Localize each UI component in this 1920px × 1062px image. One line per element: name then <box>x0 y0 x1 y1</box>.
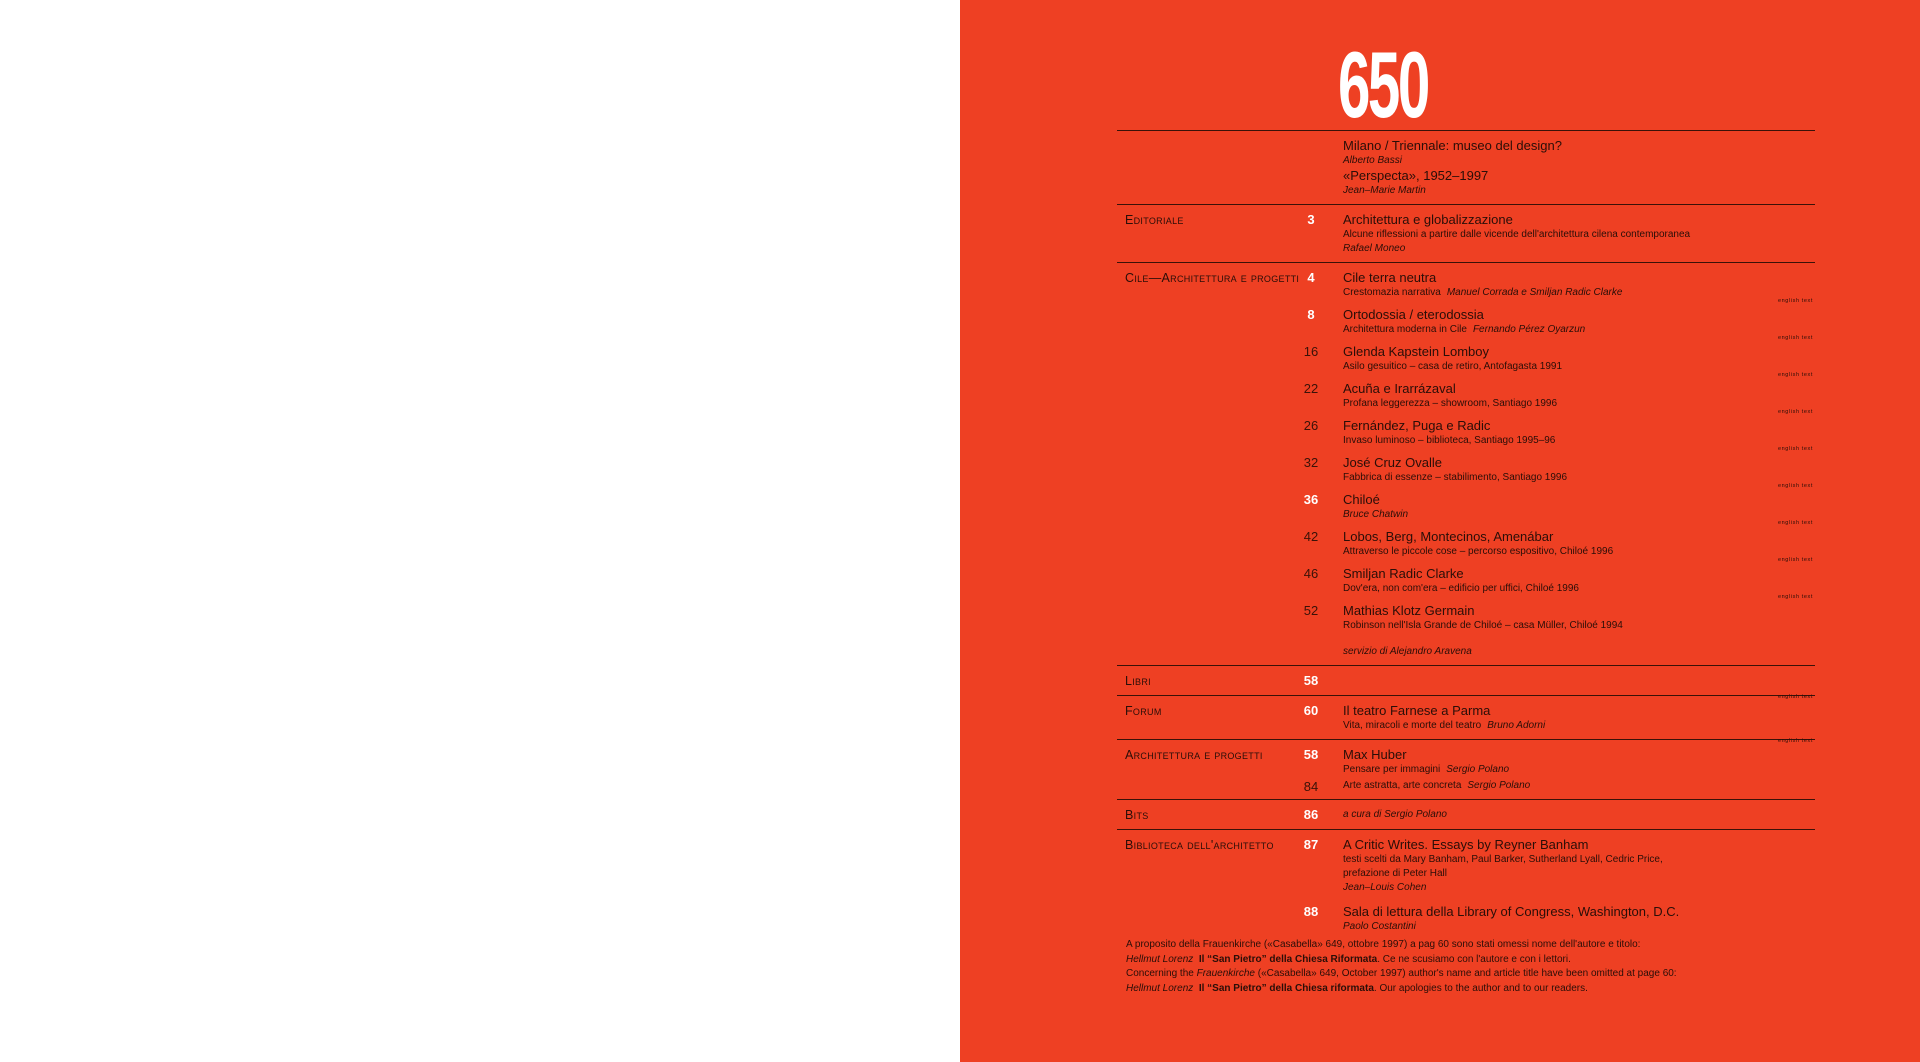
section-title: Libri <box>1125 674 1151 688</box>
errata-line: A proposito della Frauenkirche («Casabella» 649, ottobre 1997) a pag 60 sono stati omessi nome dell'autore e titolo: <box>1126 939 1641 950</box>
english-text-label: english text <box>1777 738 1813 744</box>
entry-subtitle: Dov'era, non com'era – edificio per uffici, Chiloé 1996 <box>1343 583 1579 594</box>
entry-author: Jean–Louis Cohen <box>1343 882 1427 893</box>
list-item[interactable] <box>1117 557 1815 596</box>
entry-note: a cura di Sergio Polano <box>1343 809 1447 820</box>
section-forum <box>1117 695 1815 739</box>
page-number: 88 <box>1303 904 1319 919</box>
english-text-label: english text <box>1777 372 1813 378</box>
entry-title: Glenda Kapstein Lomboy <box>1343 344 1489 359</box>
list-item[interactable] <box>1117 298 1815 337</box>
list-item[interactable] <box>1117 372 1815 411</box>
entry-title: «Perspecta», 1952–1997 <box>1343 168 1489 183</box>
page-number: 16 <box>1303 344 1319 359</box>
entry-title: Max Huber <box>1343 747 1407 762</box>
table-of-contents <box>1117 130 1815 940</box>
errata-author: Hellmut Lorenz <box>1126 953 1194 965</box>
page-number: 26 <box>1303 418 1319 433</box>
english-text-label: english text <box>1777 520 1813 526</box>
list-item[interactable] <box>1117 409 1815 448</box>
section-biblioteca <box>1117 829 1815 940</box>
page-number: 22 <box>1303 381 1319 396</box>
errata-line <box>1126 982 1816 997</box>
page-number: 36 <box>1303 492 1319 507</box>
entry-title: Fernández, Puga e Radic <box>1343 418 1491 433</box>
entry-author: Alberto Bassi <box>1343 155 1402 166</box>
errata-text: Concerning the <box>1126 968 1197 980</box>
list-item[interactable] <box>1117 738 1815 777</box>
errata-text: . Ce ne scusiamo con l'autore e con i lettori. <box>1377 953 1571 965</box>
entry-title: A Critic Writes. Essays by Reyner Banham <box>1343 837 1589 852</box>
entry-subtitle: Fabbrica di essenze – stabilimento, Santiago 1996 <box>1343 472 1568 483</box>
page-number: 86 <box>1303 807 1319 822</box>
entry-subtitle: Profana leggerezza – showroom, Santiago 1996 <box>1343 398 1558 409</box>
list-item[interactable] <box>1117 212 1815 256</box>
section-title: Architettura e progetti <box>1125 748 1263 762</box>
entry-subtitle: Asilo gesuitico – casa de retiro, Antofagasta 1991 <box>1343 361 1563 372</box>
page-number: 87 <box>1303 837 1319 852</box>
entry-author: Sergio Polano <box>1446 764 1510 775</box>
list-item[interactable] <box>1117 520 1815 559</box>
page-number: 84 <box>1303 779 1319 794</box>
english-text-label: english text <box>1777 298 1813 304</box>
entry-author: Bruno Adorni <box>1487 720 1546 731</box>
page-number: 58 <box>1303 673 1319 688</box>
list-item[interactable] <box>1117 694 1815 733</box>
section-libri <box>1117 665 1815 695</box>
section-title: Forum <box>1125 704 1162 718</box>
errata-line <box>1126 967 1816 982</box>
list-item[interactable] <box>1117 594 1815 633</box>
list-item[interactable] <box>1117 673 1815 689</box>
entry-title: Lobos, Berg, Montecinos, Amenábar <box>1343 529 1554 544</box>
entry-title: Chiloé <box>1343 492 1380 507</box>
entry-subtitle: prefazione di Peter Hall <box>1343 868 1447 879</box>
service-credit-text: servizio di Alejandro Aravena <box>1343 646 1472 657</box>
errata-text: («Casabella» 649, October 1997) author's name and article title have been omitted at page 60: <box>1254 968 1677 980</box>
entry-author: Fernando Pérez Oyarzun <box>1472 324 1586 335</box>
entry-title: Smiljan Radic Clarke <box>1343 566 1464 581</box>
entry-title: Sala di lettura della Library of Congress, Washington, D.C. <box>1343 904 1680 919</box>
page-number: 32 <box>1303 455 1319 470</box>
entry-subtitle: Robinson nell'Isla Grande de Chiloé – casa Müller, Chiloé 1994 <box>1343 620 1623 631</box>
english-text-label: english text <box>1777 409 1813 415</box>
list-item[interactable] <box>1117 483 1815 522</box>
page-number: 52 <box>1303 603 1319 618</box>
entry-author: Manuel Corrada e Smiljan Radic Clarke <box>1446 287 1623 298</box>
entry-placeholder <box>1343 673 1815 689</box>
section-cile <box>1117 262 1815 665</box>
list-item[interactable] <box>1117 335 1815 374</box>
errata-notes <box>1126 938 1816 996</box>
section-title: Editoriale <box>1125 213 1184 227</box>
page-number: 3 <box>1307 212 1315 227</box>
errata-title: Il “San Pietro” della Chiesa Riformata <box>1198 953 1378 965</box>
entry-author: Sergio Polano <box>1467 780 1531 791</box>
entry-author: Bruce Chatwin <box>1343 509 1409 520</box>
list-item[interactable] <box>1117 904 1815 934</box>
section-editoriale <box>1117 204 1815 262</box>
page-number: 4 <box>1307 270 1315 285</box>
entry-subtitle: Attraverso le piccole cose – percorso espositivo, Chiloé 1996 <box>1343 546 1614 557</box>
english-text-label: english text <box>1777 446 1813 452</box>
service-credit <box>1117 645 1815 659</box>
entry-title: Milano / Triennale: museo del design? <box>1343 138 1562 153</box>
errata-text: . Our apologies to the author and to our readers. <box>1373 982 1588 994</box>
entry-title: Cile terra neutra <box>1343 270 1437 285</box>
section-title: Cile—Architettura e progetti <box>1125 271 1300 285</box>
entry-subtitle: testi scelti da Mary Banham, Paul Barker, Sutherland Lyall, Cedric Price, <box>1343 854 1663 865</box>
list-item[interactable] <box>1117 446 1815 485</box>
english-text-label: english text <box>1777 557 1813 563</box>
list-item[interactable] <box>1117 779 1815 793</box>
list-item[interactable] <box>1117 837 1815 895</box>
errata-italic: Frauenkirche <box>1196 968 1255 980</box>
subtitle-text: Crestomazia narrativa <box>1343 287 1441 298</box>
issue-number: 650 <box>1338 32 1428 137</box>
entry-title: Il teatro Farnese a Parma <box>1343 703 1491 718</box>
section-title: Bits <box>1125 808 1149 822</box>
entry-author: Rafael Moneo <box>1343 243 1406 254</box>
errata-line <box>1126 953 1816 968</box>
list-item[interactable] <box>1117 807 1815 823</box>
entry-title: José Cruz Ovalle <box>1343 455 1442 470</box>
section-bits <box>1117 799 1815 829</box>
entry-author: Paolo Costantini <box>1343 921 1416 932</box>
subtitle-text: Pensare per immagini <box>1343 764 1441 775</box>
entry-subtitle <box>1343 779 1815 793</box>
entry-title: Architettura e globalizzazione <box>1343 212 1513 227</box>
entry-subtitle <box>1343 763 1815 777</box>
section-architettura <box>1117 739 1815 799</box>
english-text-label: english text <box>1777 594 1813 600</box>
errata-title: Il “San Pietro” della Chiesa riformata <box>1198 982 1374 994</box>
entry-subtitle: Invaso luminoso – biblioteca, Santiago 1995–96 <box>1343 435 1556 446</box>
list-item[interactable] <box>1117 138 1815 198</box>
entry-title: Mathias Klotz Germain <box>1343 603 1475 618</box>
page-number: 8 <box>1307 307 1315 322</box>
english-text-label: english text <box>1777 335 1813 341</box>
entry-subtitle <box>1343 286 1815 300</box>
entry-subtitle <box>1343 323 1815 337</box>
list-item[interactable] <box>1117 270 1815 300</box>
section-title: Biblioteca dell'architetto <box>1125 838 1274 852</box>
page-number: 46 <box>1303 566 1319 581</box>
entry-subtitle <box>1343 719 1815 733</box>
english-text-label: english text <box>1777 694 1813 700</box>
page-number: 58 <box>1303 747 1319 762</box>
entry-title: Acuña e Irarrázaval <box>1343 381 1456 396</box>
section-intro <box>1117 130 1815 204</box>
errata-author: Hellmut Lorenz <box>1126 982 1194 994</box>
entry-subtitle: Alcune riflessioni a partire dalle vicende dell'architettura cilena contemporanea <box>1343 229 1691 240</box>
subtitle-text: Arte astratta, arte concreta <box>1343 780 1462 791</box>
subtitle-text: Architettura moderna in Cile <box>1343 324 1467 335</box>
entry-title: Ortodossia / eterodossia <box>1343 307 1484 322</box>
page-number: 60 <box>1303 703 1319 718</box>
entry-author: Jean–Marie Martin <box>1343 185 1426 196</box>
page-number: 42 <box>1303 529 1319 544</box>
english-text-label: english text <box>1777 483 1813 489</box>
subtitle-text: Vita, miracoli e morte del teatro <box>1343 720 1482 731</box>
